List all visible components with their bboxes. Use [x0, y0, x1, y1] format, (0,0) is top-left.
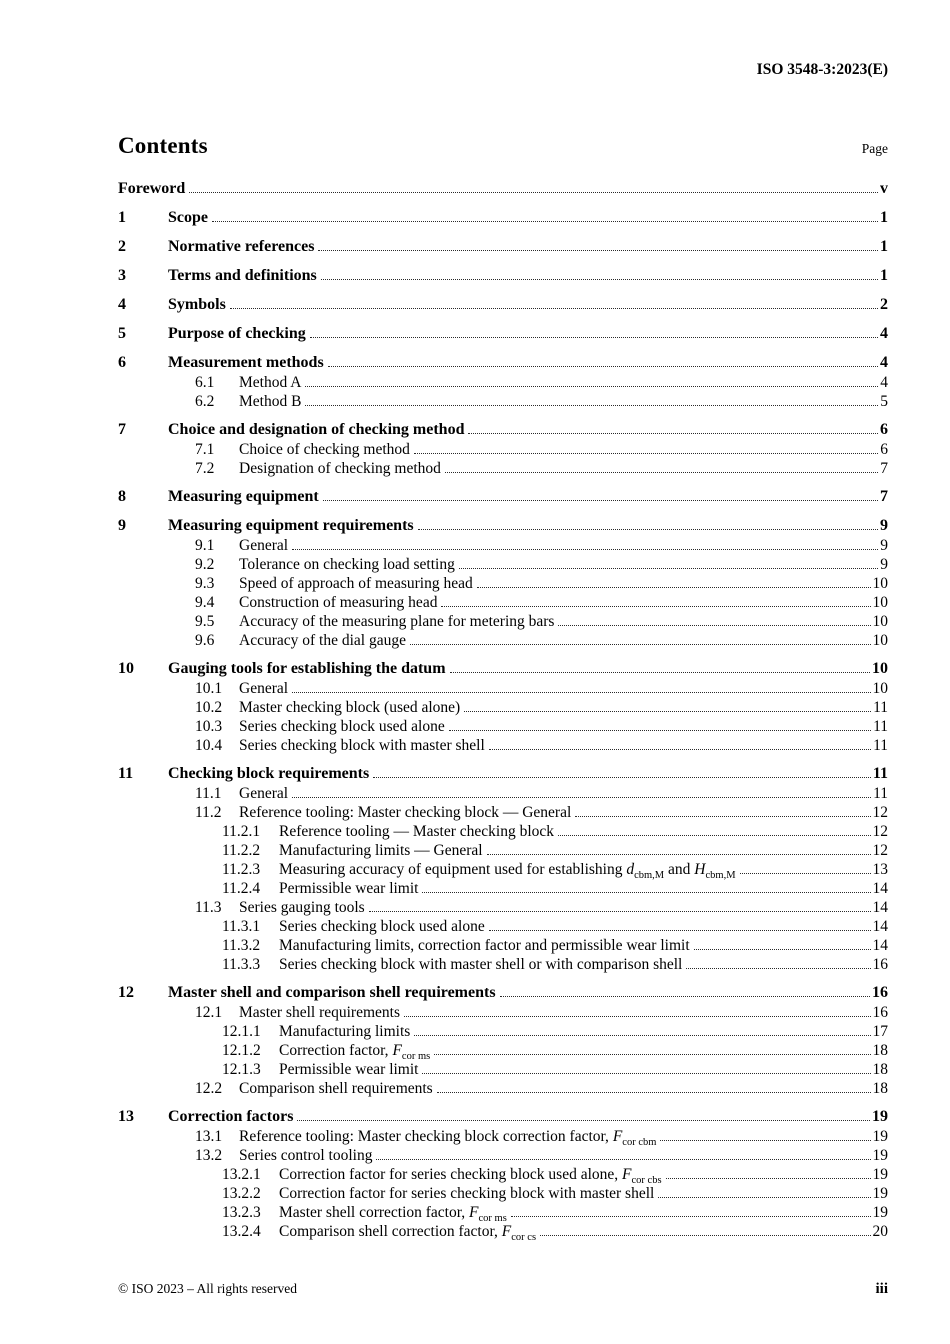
dot-leader	[489, 930, 871, 931]
dot-leader	[686, 968, 870, 969]
toc-entry-title: Scope	[168, 209, 208, 226]
toc-entry-title: Master shell and comparison shell requirements	[168, 984, 496, 1001]
toc-entry	[118, 1079, 888, 1098]
toc-entry-title: Foreword	[118, 180, 186, 197]
page-column-label: Page	[861, 141, 888, 156]
toc-entry-title: Terms and definitions	[168, 267, 317, 284]
toc-entry-title: Series checking block with master shell or with comparison shell	[279, 956, 683, 973]
toc-entry-number: 6.2	[195, 393, 215, 410]
toc-entry-page: 16	[872, 1004, 888, 1021]
dot-leader	[404, 1016, 871, 1017]
dot-leader	[328, 366, 878, 367]
toc-entry-number: 11.2.1	[222, 823, 261, 840]
dot-leader	[445, 472, 878, 473]
toc-entry-title: Permissible wear limit	[279, 880, 419, 897]
toc-entry-page: 4	[880, 354, 888, 371]
toc-entry	[118, 487, 888, 507]
toc-entry-number: 6	[118, 354, 126, 371]
toc-entry-page: 12	[872, 823, 888, 840]
dot-leader	[292, 549, 878, 550]
toc-entry-page: 4	[880, 325, 888, 342]
toc-entry-title: General	[239, 537, 289, 554]
toc-entry-number: 7	[118, 421, 126, 438]
toc-entry-page: 1	[880, 238, 888, 255]
toc-entry-number: 11	[118, 765, 134, 782]
toc-entry-page: 6	[880, 421, 888, 438]
toc-entry	[118, 440, 888, 459]
toc-entry-number: 11.1	[195, 785, 222, 802]
toc-entry-page: 19	[872, 1128, 888, 1145]
dot-leader	[230, 308, 878, 309]
dot-leader	[558, 625, 870, 626]
toc-entry-title: Measuring equipment	[168, 488, 319, 505]
folio-page-number: iii	[875, 1281, 888, 1297]
toc-entry	[118, 373, 888, 392]
toc-entry	[118, 679, 888, 698]
toc-entry	[118, 983, 888, 1003]
dot-leader	[422, 1073, 870, 1074]
toc-entry-page: 14	[872, 937, 888, 954]
dot-leader	[450, 672, 870, 673]
toc-entry-page: 20	[872, 1223, 888, 1240]
toc-entry-number: 6.1	[195, 374, 215, 391]
toc-entry	[118, 1222, 888, 1244]
toc-entry-page: 10	[872, 660, 888, 677]
dot-leader	[410, 644, 871, 645]
dot-leader	[441, 606, 870, 607]
toc-entry-number: 1	[118, 209, 126, 226]
toc-entry-title: Correction factor for series checking block used alone, $F_{cor cbs}$	[279, 1166, 662, 1187]
toc-entry-page: 12	[872, 842, 888, 859]
toc-entry-number: 13.1	[195, 1128, 223, 1145]
toc-entry-page: 9	[880, 556, 888, 573]
toc-entry-title: Manufacturing limits, correction factor and permissible wear limit	[279, 937, 690, 954]
toc-entry-page: 16	[872, 984, 888, 1001]
dot-leader	[292, 692, 870, 693]
toc-entry-number: 9.2	[195, 556, 215, 573]
contents-section	[118, 133, 888, 1244]
toc-entry	[118, 917, 888, 936]
toc-entry-page: 10	[872, 594, 888, 611]
dot-leader	[310, 337, 878, 338]
toc-entry-number: 2	[118, 238, 126, 255]
toc-entry-page: 14	[872, 880, 888, 897]
toc-entry-title: Measuring equipment requirements	[168, 517, 414, 534]
toc-entry	[118, 536, 888, 555]
contents-header	[118, 133, 888, 159]
dot-leader	[540, 1235, 870, 1236]
toc-entry	[118, 1165, 888, 1187]
toc-entry-page: 19	[872, 1204, 888, 1221]
toc-entry-title: Checking block requirements	[168, 765, 370, 782]
toc-entry-number: 4	[118, 296, 126, 313]
toc-entry-page: 7	[880, 488, 888, 505]
dot-leader	[575, 816, 870, 817]
toc-entry-title: Gauging tools for establishing the datum	[168, 660, 446, 677]
toc-entry-page: 11	[873, 737, 888, 754]
toc-entry-title: Construction of measuring head	[239, 594, 438, 611]
toc-entry-page: 10	[872, 632, 888, 649]
toc-entry-number: 12.1	[195, 1004, 223, 1021]
dot-leader	[437, 1092, 871, 1093]
toc-entry-title: Master checking block (used alone)	[239, 699, 461, 716]
toc-entry-page: 10	[872, 613, 888, 630]
document-code: ISO 3548-3:2023(E)	[756, 61, 888, 78]
toc-entry-number: 11.3.1	[222, 918, 261, 935]
toc-entry	[118, 612, 888, 631]
toc-entry-number: 13.2.4	[222, 1223, 261, 1240]
toc-entry-number: 13	[118, 1108, 134, 1125]
toc-entry-page: 2	[880, 296, 888, 313]
toc-entry	[118, 1041, 888, 1063]
dot-leader	[376, 1159, 870, 1160]
toc-entry-title: Master shell correction factor, $F_{cor ms}$	[279, 1204, 507, 1225]
toc-entry-title: Purpose of checking	[168, 325, 306, 342]
toc-entry-page: 17	[872, 1023, 888, 1040]
dot-leader	[660, 1140, 870, 1141]
toc-entry-title: Correction factors	[168, 1108, 294, 1125]
dot-leader	[212, 221, 878, 222]
page-title: Contents	[118, 133, 208, 158]
dot-leader	[305, 405, 878, 406]
toc-entry	[118, 420, 888, 440]
toc-entry-title: Series checking block used alone	[279, 918, 485, 935]
toc-entry	[118, 1127, 888, 1149]
toc-entry	[118, 237, 888, 257]
toc-entry	[118, 392, 888, 411]
toc-entry-page: 12	[872, 804, 888, 821]
dot-leader	[418, 529, 878, 530]
toc-entry-page: 18	[872, 1061, 888, 1078]
toc-entry-number: 11.2	[195, 804, 222, 821]
toc-entry-page: 13	[872, 861, 888, 878]
toc-entry-number: 9.1	[195, 537, 215, 554]
toc-entry-page: 11	[873, 718, 888, 735]
page-footer	[118, 1281, 888, 1298]
toc-entry-title: Correction factor for series checking block with master shell	[279, 1185, 655, 1202]
toc-entry-number: 7.1	[195, 441, 215, 458]
toc-entry-number: 11.3	[195, 899, 222, 916]
toc-entry	[118, 1060, 888, 1079]
toc-entry-title: Measurement methods	[168, 354, 324, 371]
toc-entry-page: 4	[880, 374, 888, 391]
dot-leader	[558, 835, 870, 836]
toc-entry	[118, 295, 888, 315]
toc-entry	[118, 574, 888, 593]
toc-entry-number: 11.2.2	[222, 842, 261, 859]
toc-entry-page: 11	[872, 765, 888, 782]
toc-entry-page: 19	[872, 1147, 888, 1164]
toc-entry	[118, 555, 888, 574]
toc-entry-number: 10.4	[195, 737, 223, 754]
toc-entry-page: 6	[880, 441, 888, 458]
toc-entry-number: 11.3.3	[222, 956, 261, 973]
toc-entry-title: Reference tooling: Master checking block — General	[239, 804, 572, 821]
toc-entry-number: 9.4	[195, 594, 215, 611]
toc-entry	[118, 459, 888, 478]
copyright-notice: © ISO 2023 – All rights reserved	[118, 1281, 297, 1296]
toc-entry-title: General	[239, 785, 289, 802]
toc-entry-number: 5	[118, 325, 126, 342]
toc-entry-number: 7.2	[195, 460, 215, 477]
toc-entry-number: 11.2.4	[222, 880, 261, 897]
toc-entry-title: Measuring accuracy of equipment used for establishing $d_{cbm,M}$ and $H_{cbm,M}$	[279, 861, 736, 882]
toc-entry	[118, 516, 888, 536]
toc-entry-title: Comparison shell requirements	[239, 1080, 433, 1097]
toc-entry-number: 12.2	[195, 1080, 223, 1097]
dot-leader	[666, 1178, 871, 1179]
toc-entry	[118, 353, 888, 373]
toc-entry	[118, 698, 888, 717]
toc-entry-title: Tolerance on checking load setting	[239, 556, 455, 573]
toc-entry-page: 10	[872, 680, 888, 697]
toc-entry	[118, 955, 888, 974]
toc-entry	[118, 208, 888, 228]
toc-entry-page: 14	[872, 899, 888, 916]
toc-entry-title: Designation of checking method	[239, 460, 441, 477]
dot-leader	[373, 777, 871, 778]
toc-entry	[118, 266, 888, 286]
toc-entry-title: Series control tooling	[239, 1147, 373, 1164]
toc-entry-page: 18	[872, 1042, 888, 1059]
dot-leader	[477, 587, 871, 588]
toc-entry-title: Manufacturing limits	[279, 1023, 411, 1040]
toc-entry-page: 16	[872, 956, 888, 973]
toc-entry	[118, 717, 888, 736]
toc-entry	[118, 631, 888, 650]
toc-entry-title: Normative references	[168, 238, 315, 255]
toc-entry	[118, 784, 888, 803]
toc-entry-number: 10.3	[195, 718, 223, 735]
toc-entry-title: Series checking block used alone	[239, 718, 445, 735]
toc-entry	[118, 1146, 888, 1165]
toc-entry-page: 18	[872, 1080, 888, 1097]
toc-entry	[118, 593, 888, 612]
toc-entry	[118, 179, 888, 199]
toc-entry-page: 19	[872, 1185, 888, 1202]
toc-entry	[118, 1022, 888, 1041]
dot-leader	[694, 949, 871, 950]
toc-entry-title: General	[239, 680, 289, 697]
toc-entry-title: Series gauging tools	[239, 899, 365, 916]
dot-leader	[459, 568, 878, 569]
toc-entry-title: Master shell requirements	[239, 1004, 400, 1021]
toc-entry	[118, 1184, 888, 1203]
toc-entry-page: 11	[873, 699, 888, 716]
dot-leader	[464, 711, 871, 712]
toc-entry-number: 13.2.2	[222, 1185, 261, 1202]
toc-entry-number: 11.2.3	[222, 861, 261, 878]
toc-entry	[118, 1203, 888, 1225]
toc-entry-title: Choice and designation of checking method	[168, 421, 465, 438]
toc-list	[118, 179, 888, 1244]
toc-entry	[118, 860, 888, 882]
dot-leader	[189, 192, 878, 193]
toc-entry-number: 12.1.2	[222, 1042, 261, 1059]
toc-entry-page: 11	[873, 785, 888, 802]
toc-entry-page: 19	[872, 1108, 888, 1125]
toc-entry-number: 10	[118, 660, 134, 677]
toc-entry-number: 10.2	[195, 699, 223, 716]
toc-entry-number: 10.1	[195, 680, 223, 697]
toc-entry	[118, 822, 888, 841]
toc-entry-page: 9	[880, 537, 888, 554]
dot-leader	[321, 279, 878, 280]
toc-entry-number: 13.2	[195, 1147, 223, 1164]
dot-leader	[511, 1216, 871, 1217]
toc-entry	[118, 1003, 888, 1022]
dot-leader	[414, 453, 878, 454]
toc-entry-number: 3	[118, 267, 126, 284]
dot-leader	[292, 797, 871, 798]
toc-entry	[118, 764, 888, 784]
toc-entry	[118, 1107, 888, 1127]
dot-leader	[658, 1197, 870, 1198]
toc-entry	[118, 898, 888, 917]
toc-entry-title: Symbols	[168, 296, 226, 313]
toc-entry-page: 9	[880, 517, 888, 534]
toc-entry-number: 9.3	[195, 575, 215, 592]
toc-entry-title: Speed of approach of measuring head	[239, 575, 473, 592]
toc-entry-title: Correction factor, $F_{cor ms}$	[279, 1042, 431, 1063]
toc-entry	[118, 736, 888, 755]
toc-entry-number: 9.5	[195, 613, 215, 630]
dot-leader	[323, 500, 878, 501]
toc-entry-number: 12.1.1	[222, 1023, 261, 1040]
toc-entry-page: 1	[880, 209, 888, 226]
dot-leader	[434, 1054, 870, 1055]
toc-entry-number: 12.1.3	[222, 1061, 261, 1078]
toc-entry-title: Method A	[239, 374, 302, 391]
dot-leader	[487, 854, 871, 855]
toc-entry	[118, 936, 888, 955]
toc-entry	[118, 324, 888, 344]
toc-entry-page: 7	[880, 460, 888, 477]
dot-leader	[468, 433, 878, 434]
dot-leader	[318, 250, 878, 251]
toc-entry-number: 9	[118, 517, 126, 534]
dot-leader	[422, 892, 870, 893]
toc-entry-title: Choice of checking method	[239, 441, 410, 458]
dot-leader	[489, 749, 871, 750]
toc-entry-title: Permissible wear limit	[279, 1061, 419, 1078]
toc-entry-page: 10	[872, 575, 888, 592]
dot-leader	[500, 996, 870, 997]
toc-entry-number: 9.6	[195, 632, 215, 649]
dot-leader	[297, 1120, 870, 1121]
dot-leader	[740, 873, 871, 874]
toc-entry-title: Reference tooling: Master checking block correction factor, $F_{cor cbm}$	[239, 1128, 657, 1149]
toc-entry-page: 1	[880, 267, 888, 284]
toc-entry-number: 8	[118, 488, 126, 505]
toc-entry-title: Accuracy of the dial gauge	[239, 632, 406, 649]
toc-entry-number: 11.3.2	[222, 937, 261, 954]
toc-entry	[118, 879, 888, 898]
toc-entry	[118, 803, 888, 822]
toc-entry-number: 13.2.1	[222, 1166, 261, 1183]
toc-entry-page: v	[880, 180, 888, 197]
dot-leader	[449, 730, 871, 731]
toc-entry	[118, 841, 888, 860]
toc-entry-title: Comparison shell correction factor, $F_{cor cs}$	[279, 1223, 537, 1244]
toc-entry-page: 14	[872, 918, 888, 935]
dot-leader	[369, 911, 871, 912]
toc-entry-title: Series checking block with master shell	[239, 737, 485, 754]
toc-entry-title: Accuracy of the measuring plane for metering bars	[239, 613, 555, 630]
dot-leader	[305, 386, 878, 387]
dot-leader	[414, 1035, 870, 1036]
toc-entry-title: Manufacturing limits — General	[279, 842, 483, 859]
toc-entry	[118, 659, 888, 679]
toc-entry-number: 13.2.3	[222, 1204, 261, 1221]
toc-entry-page: 19	[872, 1166, 888, 1183]
toc-entry-page: 5	[880, 393, 888, 410]
toc-entry-number: 12	[118, 984, 134, 1001]
toc-entry-title: Reference tooling — Master checking block	[279, 823, 555, 840]
toc-entry-title: Method B	[239, 393, 302, 410]
